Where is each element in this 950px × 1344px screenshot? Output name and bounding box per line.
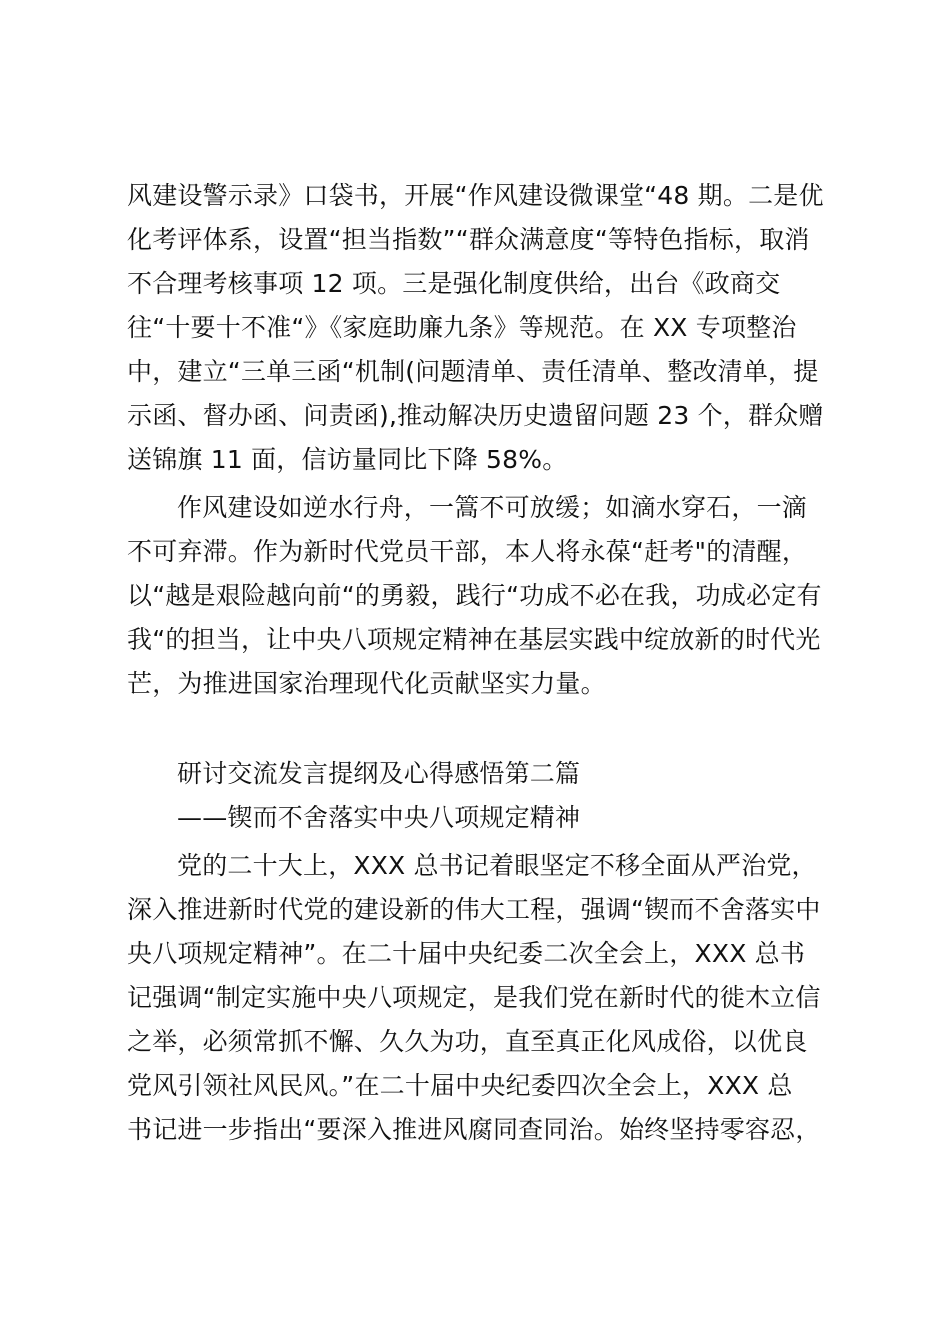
paragraph-line: 记强调“制定实施中央八项规定，是我们党在新时代的徙木立信: [127, 983, 821, 1012]
paragraph-line: 送锦旗 11 面，信访量同比下降 58%。: [127, 445, 568, 474]
paragraph-line: 示函、督办函、问责函),推动解决历史遗留问题 23 个，群众赠: [127, 401, 824, 430]
paragraph-line: 芒，为推进国家治理现代化贡献坚实力量。: [127, 669, 606, 698]
paragraph-line: 往“十要十不准“》《家庭助廉九条》等规范。在 XX 专项整治: [127, 313, 797, 342]
paragraph-line: 党的二十大上，XXX 总书记着眼坚定不移全面从严治党，: [177, 851, 817, 880]
section-title: 研讨交流发言提纲及心得感悟第二篇: [177, 759, 581, 788]
paragraph-line: 央八项规定精神”。在二十届中央纪委二次全会上，XXX 总书: [127, 939, 806, 968]
paragraph-line: 风建设警示录》口袋书，开展“作风建设微课堂“48 期。二是优: [127, 181, 824, 210]
paragraph-line: 之举，必须常抓不懈、久久为功，直至真正化风成俗，以优良: [127, 1027, 808, 1056]
paragraph-line: 深入推进新时代党的建设新的伟大工程，强调“锲而不舍落实中: [127, 895, 821, 924]
section-subtitle: ——锲而不舍落实中央八项规定精神: [177, 803, 581, 832]
paragraph-line: 化考评体系，设置“担当指数”“群众满意度“等特色指标，取消: [127, 225, 810, 254]
paragraph-line: 作风建设如逆水行舟，一篙不可放缓；如滴水穿石，一滴: [177, 493, 808, 522]
paragraph-line: 以“越是艰险越向前“的勇毅，践行“功成不必在我，功成必定有: [127, 581, 822, 610]
paragraph-line: 我“的担当，让中央八项规定精神在基层实践中绽放新的时代光: [127, 625, 821, 654]
paragraph-line: 不合理考核事项 12 项。三是强化制度供给，出台《政商交: [127, 269, 781, 298]
paragraph-line: 不可弃滞。作为新时代党员干部，本人将永葆“赶考"的清醒，: [127, 537, 808, 566]
paragraph-line: 中，建立“三单三函“机制(问题清单、责任清单、整改清单，提: [127, 357, 819, 386]
paragraph-line: 党风引领社风民风。”在二十届中央纪委四次全会上，XXX 总: [127, 1071, 793, 1100]
paragraph-line: 书记进一步指出“要深入推进风腐同查同治。始终坚持零容忍，: [127, 1115, 821, 1144]
